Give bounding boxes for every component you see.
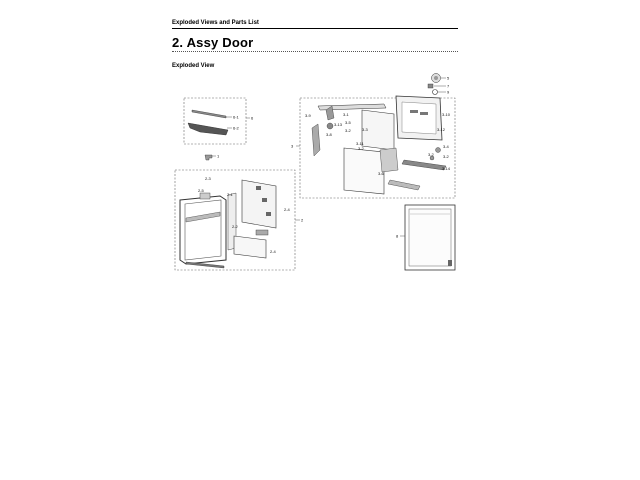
knob-spacer [428, 84, 433, 88]
door-front-panel [396, 205, 455, 270]
callout-9: 9 [447, 89, 450, 95]
clip-part [205, 154, 220, 161]
knob-parts [428, 74, 450, 95]
callout-3-3: 3-3 [362, 127, 368, 132]
callout-3-2b: 3-2 [358, 146, 364, 151]
callout-3: 3 [291, 143, 294, 149]
o-ring [433, 90, 438, 95]
bottom-trim [186, 262, 224, 268]
handle-group-box [184, 98, 246, 144]
knob-center [434, 76, 438, 80]
callout-3-13: 3-13 [334, 122, 343, 127]
callout-3-2a: 3-2 [345, 128, 351, 133]
control-panel-group [291, 96, 455, 198]
hinge-arm [312, 124, 320, 156]
callout-3-2c: 3-2 [428, 152, 434, 157]
callout-3-6: 3-6 [378, 171, 384, 176]
callout-5: 5 [447, 75, 450, 81]
callout-3-1: 3-1 [343, 112, 349, 117]
exploded-view-heading: Exploded View [172, 63, 215, 69]
door-frame-group [175, 170, 304, 270]
callout-3-4: 3-4 [443, 144, 449, 149]
callout-8: 8 [396, 233, 399, 239]
callout-1: 1 [217, 153, 220, 159]
callout-3-5: 3-5 [345, 120, 351, 125]
latch-housing [380, 148, 398, 172]
small-bracket [256, 230, 268, 235]
callout-6: 6 [251, 115, 254, 121]
clip-shape [205, 155, 212, 160]
handle-top-bar [192, 110, 226, 118]
section-header: Exploded Views and Parts List [172, 20, 259, 26]
panel-hole-3 [266, 212, 271, 216]
callout-6-2: 6-2 [233, 125, 239, 131]
callout-2-1: 2-1 [227, 192, 233, 197]
screw-1 [436, 148, 441, 153]
callout-3-10: 3-10 [442, 112, 451, 117]
callout-2-5: 2-5 [198, 188, 204, 193]
handle-group [184, 98, 254, 144]
callout-3-12b: 3-2 [443, 154, 449, 159]
panel-hole-1 [256, 186, 261, 190]
callout-2-2: 2-2 [232, 224, 238, 229]
callout-2-6: 2-4 [284, 207, 290, 212]
hinge-knob [327, 123, 333, 129]
door-front-foot [448, 260, 452, 266]
bottom-rail [388, 180, 420, 190]
door-front-inner [409, 209, 451, 266]
panel-button-2 [420, 112, 428, 115]
panel-button-1 [410, 110, 418, 113]
callout-7: 7 [447, 83, 450, 89]
page-title: 2. Assy Door [172, 35, 254, 50]
callout-3-14: 3-14 [442, 166, 451, 171]
callout-3-12: 3-12 [437, 127, 446, 132]
lower-plate [234, 236, 266, 258]
callout-3-11: 3-11 [356, 141, 364, 146]
callout-2-4: 2-4 [270, 249, 276, 254]
right-trim-strip [402, 160, 446, 170]
control-panel-inset [402, 102, 436, 134]
callout-2: 2 [301, 217, 304, 223]
door-inner-frame [185, 200, 221, 260]
callout-2-3: 2-3 [205, 176, 211, 181]
callout-3-9: 3-9 [305, 113, 311, 118]
frame-bracket [200, 193, 210, 199]
handle-grip [188, 123, 228, 135]
panel-hole-2 [262, 198, 267, 202]
callout-3-8: 3-8 [326, 132, 332, 137]
callout-6-1: 6-1 [233, 114, 239, 120]
